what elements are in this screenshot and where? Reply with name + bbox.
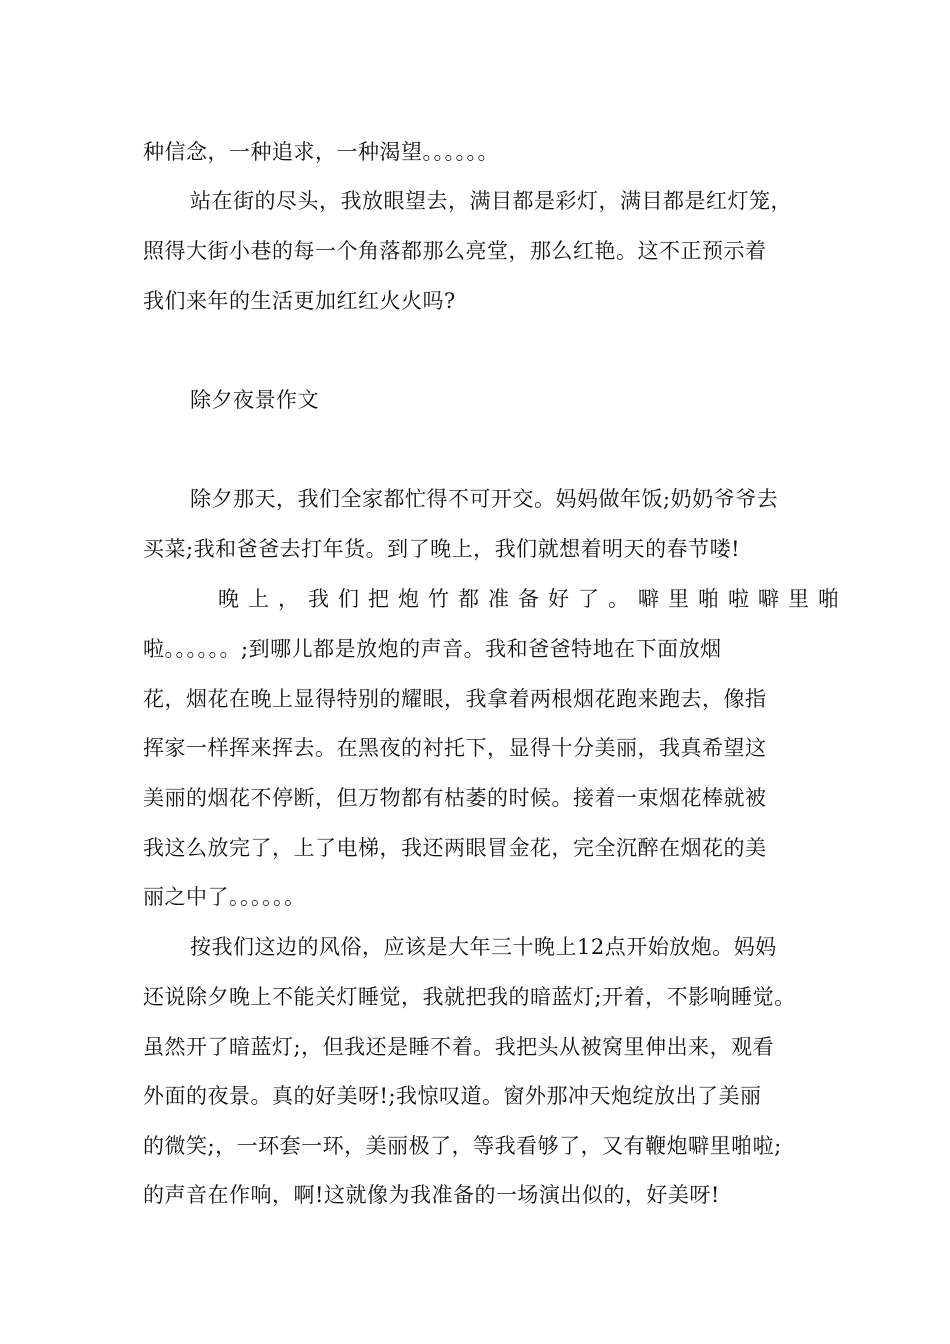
paragraph-line: 外面的夜景。真的好美呀!;我惊叹道。窗外那冲天炮绽放出了美丽 <box>143 1084 762 1108</box>
paragraph-line: 除夕那天，我们全家都忙得不可开交。妈妈做年饭;奶奶爷爷去 <box>190 487 779 511</box>
paragraph-line: 按我们这边的风俗，应该是大年三十晚上12点开始放炮。妈妈 <box>190 935 777 959</box>
paragraph-line: 的微笑;，一环套一环，美丽极了，等我看够了，又有鞭炮噼里啪啦; <box>143 1134 782 1158</box>
paragraph-line: 啦。。。。。。;到哪儿都是放炮的声音。我和爸爸特地在下面放烟 <box>143 637 722 661</box>
paragraph-line: 我这么放完了，上了电梯，我还两眼冒金花，完全沉醉在烟花的美 <box>143 836 767 860</box>
article-title: 除夕夜景作文 <box>190 388 319 412</box>
paragraph-line: 花，烟花在晚上显得特别的耀眼，我拿着两根烟花跑来跑去，像指 <box>143 687 767 711</box>
paragraph-line: 还说除夕晚上不能关灯睡觉，我就把我的暗蓝灯;开着，不影响睡觉。 <box>143 985 796 1009</box>
paragraph-line: 晚上，我们把炮竹都准备好了。噼里啪啦噼里啪 <box>218 587 848 611</box>
paragraph-line: 美丽的烟花不停断，但万物都有枯萎的时候。接着一束烟花棒就被 <box>143 786 767 810</box>
paragraph-line: 种信念，一种追求，一种渴望。。。。。。 <box>143 140 499 164</box>
paragraph-line: 挥家一样挥来挥去。在黑夜的衬托下，显得十分美丽，我真希望这 <box>143 736 767 760</box>
paragraph-line: 照得大街小巷的每一个角落都那么亮堂，那么红艳。这不正预示着 <box>143 239 767 263</box>
paragraph-line: 我们来年的生活更加红红火火吗? <box>143 289 456 313</box>
paragraph-line: 的声音在作响，啊!这就像为我准备的一场演出似的，好美呀! <box>143 1183 720 1207</box>
paragraph-line: 站在街的尽头，我放眼望去，满目都是彩灯，满目都是红灯笼， <box>190 189 792 213</box>
paragraph-line: 丽之中了。。。。。。 <box>143 885 306 909</box>
paragraph-line: 买菜;我和爸爸去打年货。到了晚上，我们就想着明天的春节喽! <box>143 537 741 561</box>
paragraph-line: 虽然开了暗蓝灯;，但我还是睡不着。我把头从被窝里伸出来，观看 <box>143 1035 775 1059</box>
